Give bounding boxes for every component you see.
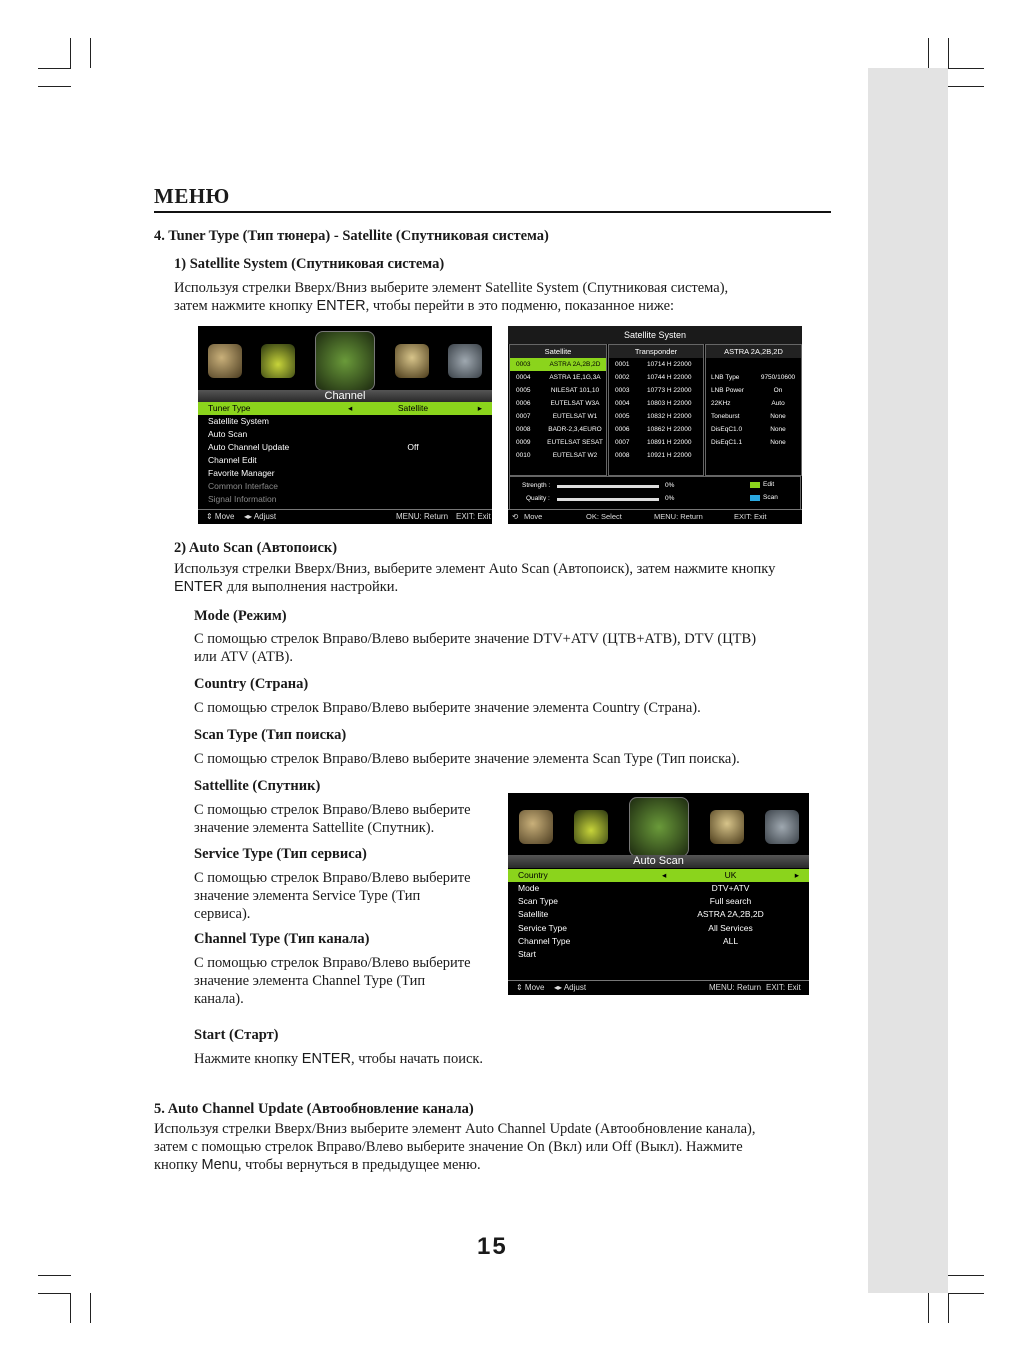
- menu-row-favorite-manager[interactable]: Favorite Manager: [208, 468, 275, 478]
- crop-mark: [948, 86, 984, 87]
- menu-row-channel-type[interactable]: Channel Type ALL: [518, 936, 739, 946]
- satellite-list: Satellite 0003 ASTRA 2A,2B,2D 0004 ASTRA 1E,1G,3A 0005 NILESAT 101,10 0006 EUTELSAT W3A 0007 EUTELSAT W1 0008 BADR-2,3,4EURO 0009 EUTELSAT SESAT 0010 EUTELSAT W2: [509, 344, 607, 476]
- crop-mark: [38, 86, 71, 87]
- paragraph: Используя стрелки Вверх/Вниз, выберите элемент Auto Scan (Автопоиск), затем нажмите кнопку: [174, 561, 776, 577]
- menu-row-start[interactable]: Start: [518, 949, 536, 959]
- service-type-heading: Service Type (Тип сервиса): [194, 846, 367, 862]
- hint-bar: ⇕ Move ◂▸ Adjust MENU: Return EXIT: Exit: [198, 509, 492, 524]
- paragraph: канала).: [194, 991, 244, 1007]
- paragraph: С помощью стрелок Вправо/Влево выберите значение элемента Country (Страна).: [194, 700, 701, 716]
- satellite-info-row: DisEqC1.0 None: [711, 426, 786, 433]
- signal-panel: Strength : 0% Quality : 0% Edit Scan: [509, 476, 801, 510]
- menu-row-service-type[interactable]: Service Type All Services: [518, 923, 753, 933]
- paragraph: С помощью стрелок Вправо/Влево выберите: [194, 870, 471, 886]
- satellite-info-row: DisEqC1.1 None: [711, 439, 786, 446]
- satellite-row[interactable]: 0004 ASTRA 1E,1G,3A: [516, 374, 601, 381]
- transponder-row[interactable]: 0003 10773 H 22000: [615, 387, 692, 394]
- crop-mark: [38, 68, 71, 69]
- crop-mark: [90, 38, 91, 68]
- paragraph: С помощью стрелок Вправо/Влево выберите значение DTV+ATV (ЦТВ+АТВ), DTV (ЦТВ): [194, 631, 757, 647]
- crop-mark: [38, 1275, 71, 1276]
- page-number: 15: [477, 1233, 508, 1260]
- screen-title: Satellite Systen: [508, 326, 802, 344]
- transponder-row[interactable]: 0007 10891 H 22000: [615, 439, 692, 446]
- section5-heading: 5. Auto Channel Update (Автообновление канала): [154, 1101, 474, 1117]
- section4-heading: 4. Tuner Type (Тип тюнера) - Satellite (Спутниковая система): [154, 228, 549, 244]
- channel-type-heading: Channel Type (Тип канала): [194, 931, 370, 947]
- paragraph: Нажмите кнопку ENTER, чтобы начать поиск.: [194, 1051, 484, 1067]
- menu-row-scan-type[interactable]: Scan Type Full search: [518, 896, 752, 906]
- sound-icon: [574, 810, 608, 844]
- lock-icon: [710, 810, 744, 844]
- paragraph: значение элемента Channel Type (Тип: [194, 973, 426, 989]
- hint-bar: ⟲ Move OK: Select MENU: Return EXIT: Exit: [508, 509, 802, 524]
- menu-row-tuner-type[interactable]: Tuner Type ◂ Satellite ▸: [198, 402, 492, 415]
- channel-satellite-icon: [315, 331, 375, 391]
- paragraph: затем с помощью стрелок Вправо/Влево выберите значение On (Вкл) или Off (Выкл). Нажмите: [154, 1139, 743, 1155]
- paragraph: С помощью стрелок Вправо/Влево выберите: [194, 802, 471, 818]
- menu-row-satellite-system[interactable]: Satellite System: [208, 416, 269, 426]
- satellite-info-row: 22KHz Auto: [711, 400, 785, 407]
- lock-icon: [395, 344, 429, 378]
- crop-mark: [928, 1293, 929, 1323]
- paragraph: сервиса).: [194, 906, 251, 922]
- satellite-info-row: LNB Power On: [711, 387, 783, 394]
- menu-row-auto-scan[interactable]: Auto Scan: [208, 429, 248, 439]
- mode-heading: Mode (Режим): [194, 608, 287, 624]
- menu-title: Channel: [198, 390, 492, 402]
- crop-mark: [948, 1293, 949, 1323]
- paragraph: или ATV (АТВ).: [194, 649, 293, 665]
- transponder-row[interactable]: 0001 10714 H 22000: [615, 361, 692, 368]
- satellite-system-heading: 1) Satellite System (Спутниковая система): [174, 256, 445, 272]
- channel-satellite-icon: [629, 797, 689, 857]
- menu-row-signal-information: Signal Information: [208, 494, 277, 504]
- setup-gear-icon: [448, 344, 482, 378]
- satellite-row[interactable]: 0003 ASTRA 2A,2B,2D: [510, 358, 606, 371]
- crop-mark: [90, 1293, 91, 1323]
- picture-icon: [519, 810, 553, 844]
- satellite-row[interactable]: 0008 BADR-2,3,4EURO: [516, 426, 602, 433]
- transponder-row[interactable]: 0002 10744 H 22000: [615, 374, 692, 381]
- crop-mark: [948, 1293, 984, 1294]
- crop-mark: [948, 1275, 984, 1276]
- menu-title: Auto Scan: [508, 855, 809, 868]
- menu-row-channel-edit[interactable]: Channel Edit: [208, 455, 257, 465]
- paragraph: ENTER для выполнения настройки.: [174, 579, 399, 595]
- transponder-row[interactable]: 0008 10921 H 22000: [615, 452, 692, 459]
- crop-mark: [38, 1293, 71, 1294]
- channel-menu-screen: [198, 326, 492, 524]
- country-heading: Country (Страна): [194, 676, 309, 692]
- title-rule: [154, 211, 831, 213]
- paragraph: значение элемента Sattellite (Спутник).: [194, 820, 435, 836]
- setup-gear-icon: [765, 810, 799, 844]
- scan-color-key: [750, 495, 760, 501]
- satellite-row[interactable]: 0009 EUTELSAT SESAT: [516, 439, 603, 446]
- start-heading: Start (Старт): [194, 1027, 279, 1043]
- paragraph: затем нажмите кнопку ENTER, чтобы перейти в это подменю, показанное ниже:: [174, 298, 675, 314]
- satellite-row[interactable]: 0005 NILESAT 101,10: [516, 387, 600, 394]
- transponder-list: Transponder 0001 10714 H 22000 0002 10744 H 22000 0003 10773 H 22000 0004 10803 H 22000 0005 10832 H 22000 0006 10862 H 22000 0007 10891 H 22000 0008 10921 H 22000: [608, 344, 704, 476]
- scan-type-heading: Scan Type (Тип поиска): [194, 727, 347, 743]
- auto-scan-heading: 2) Auto Scan (Автопоиск): [174, 540, 338, 556]
- sattellite-heading: Sattellite (Спутник): [194, 778, 321, 794]
- paragraph: Используя стрелки Вверх/Вниз выберите элемент Satellite System (Спутниковая система),: [174, 280, 729, 296]
- crop-mark: [948, 38, 949, 68]
- satellite-row[interactable]: 0007 EUTELSAT W1: [516, 413, 598, 420]
- transponder-row[interactable]: 0006 10862 H 22000: [615, 426, 692, 433]
- menu-row-mode[interactable]: Mode DTV+ATV: [518, 883, 750, 893]
- paragraph: кнопку Menu, чтобы вернуться в предыдущее меню.: [154, 1157, 481, 1173]
- hint-bar: ⇕ Move ◂▸ Adjust MENU: Return EXIT: Exit: [508, 980, 809, 995]
- crop-mark: [70, 38, 71, 68]
- menu-row-auto-channel-update[interactable]: Auto Channel Update Off: [208, 442, 419, 452]
- paragraph: Используя стрелки Вверх/Вниз выберите элемент Auto Channel Update (Автообновление канала),: [154, 1121, 756, 1137]
- satellite-info-row: LNB Type 9750/10600: [711, 374, 796, 381]
- transponder-row[interactable]: 0004 10803 H 22000: [615, 400, 692, 407]
- menu-row-common-interface: Common Interface: [208, 481, 278, 491]
- menu-row-country[interactable]: Country ◂ UK ▸: [508, 869, 809, 882]
- side-tab: [868, 68, 948, 1293]
- auto-scan-screen: [508, 793, 809, 995]
- page-title: МЕНЮ: [154, 184, 230, 208]
- menu-row-satellite[interactable]: Satellite ASTRA 2A,2B,2D: [518, 909, 764, 919]
- crop-mark: [948, 68, 984, 69]
- edit-color-key: [750, 482, 760, 488]
- paragraph: С помощью стрелок Вправо/Влево выберите: [194, 955, 471, 971]
- satellite-info: ASTRA 2A,2B,2D LNB Type 9750/10600 LNB Power On 22KHz Auto Toneburst None DisEqC1.0 None DisEqC1.1 None: [705, 344, 802, 476]
- crop-mark: [928, 38, 929, 68]
- satellite-system-screen: [508, 326, 802, 524]
- transponder-row[interactable]: 0005 10832 H 22000: [615, 413, 692, 420]
- satellite-row[interactable]: 0010 EUTELSAT W2: [516, 452, 598, 459]
- satellite-info-row: Toneburst None: [711, 413, 786, 420]
- crop-mark: [70, 1293, 71, 1323]
- sound-icon: [261, 344, 295, 378]
- paragraph: значение элемента Service Type (Тип: [194, 888, 421, 904]
- picture-icon: [208, 344, 242, 378]
- satellite-row[interactable]: 0006 EUTELSAT W3A: [516, 400, 600, 407]
- paragraph: С помощью стрелок Вправо/Влево выберите значение элемента Scan Type (Тип поиска).: [194, 751, 740, 767]
